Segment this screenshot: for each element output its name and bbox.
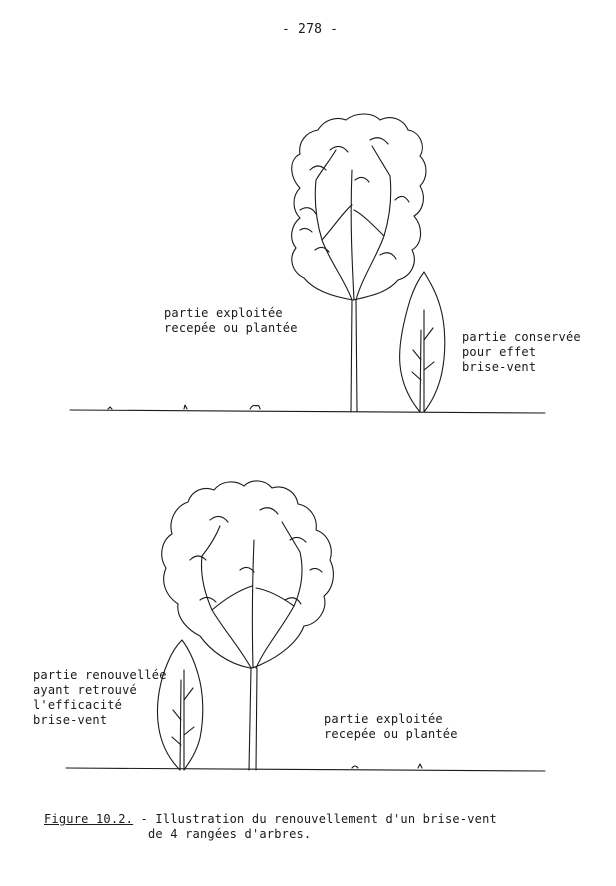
large-tree-trunk-bottom [249,668,257,770]
caption-line-2: de 4 rangées d'arbres. [148,827,312,841]
label-line: ayant retrouvé [33,683,137,697]
ground-line-bottom [66,768,545,771]
crown-lobes-top [300,138,409,259]
label-line: brise-vent [33,713,108,727]
label-line: recepée ou plantée [164,321,298,335]
large-tree-branches-top [315,146,391,300]
large-tree-trunk-top [351,300,357,412]
figure-reference: Figure 10.2. [44,812,134,826]
ground-line-top [70,410,545,413]
label-line: partie renouvellée [33,668,167,682]
label-line: partie exploitée [164,306,283,320]
large-tree-crown-bottom [162,481,334,668]
label-line: l'efficacité [33,698,123,712]
narrow-tree-branches-top [412,310,434,412]
label-conserved-top [462,330,581,375]
caption-line-1: - Illustration du renouvellement d'un brise-vent [133,812,497,826]
narrow-tree-top [400,272,445,412]
label-line: brise-vent [462,360,537,374]
label-exploited-bottom [324,712,458,742]
page-number: - 278 - [282,22,339,37]
label-line: recepée ou plantée [324,727,458,741]
label-line: pour effet [462,345,537,359]
label-line: partie conservée [462,330,581,344]
label-exploited-top [164,306,298,336]
crown-lobes-bottom [190,508,322,604]
ground-marks-top [108,405,260,409]
large-tree-crown-top [292,114,426,300]
label-line: partie exploitée [324,712,443,726]
label-renewed-bottom [33,668,167,728]
narrow-tree-branches-bottom [172,670,194,770]
large-tree-branches-bottom [201,522,302,668]
figure-caption [44,812,497,827]
ground-marks-bottom [352,764,422,768]
